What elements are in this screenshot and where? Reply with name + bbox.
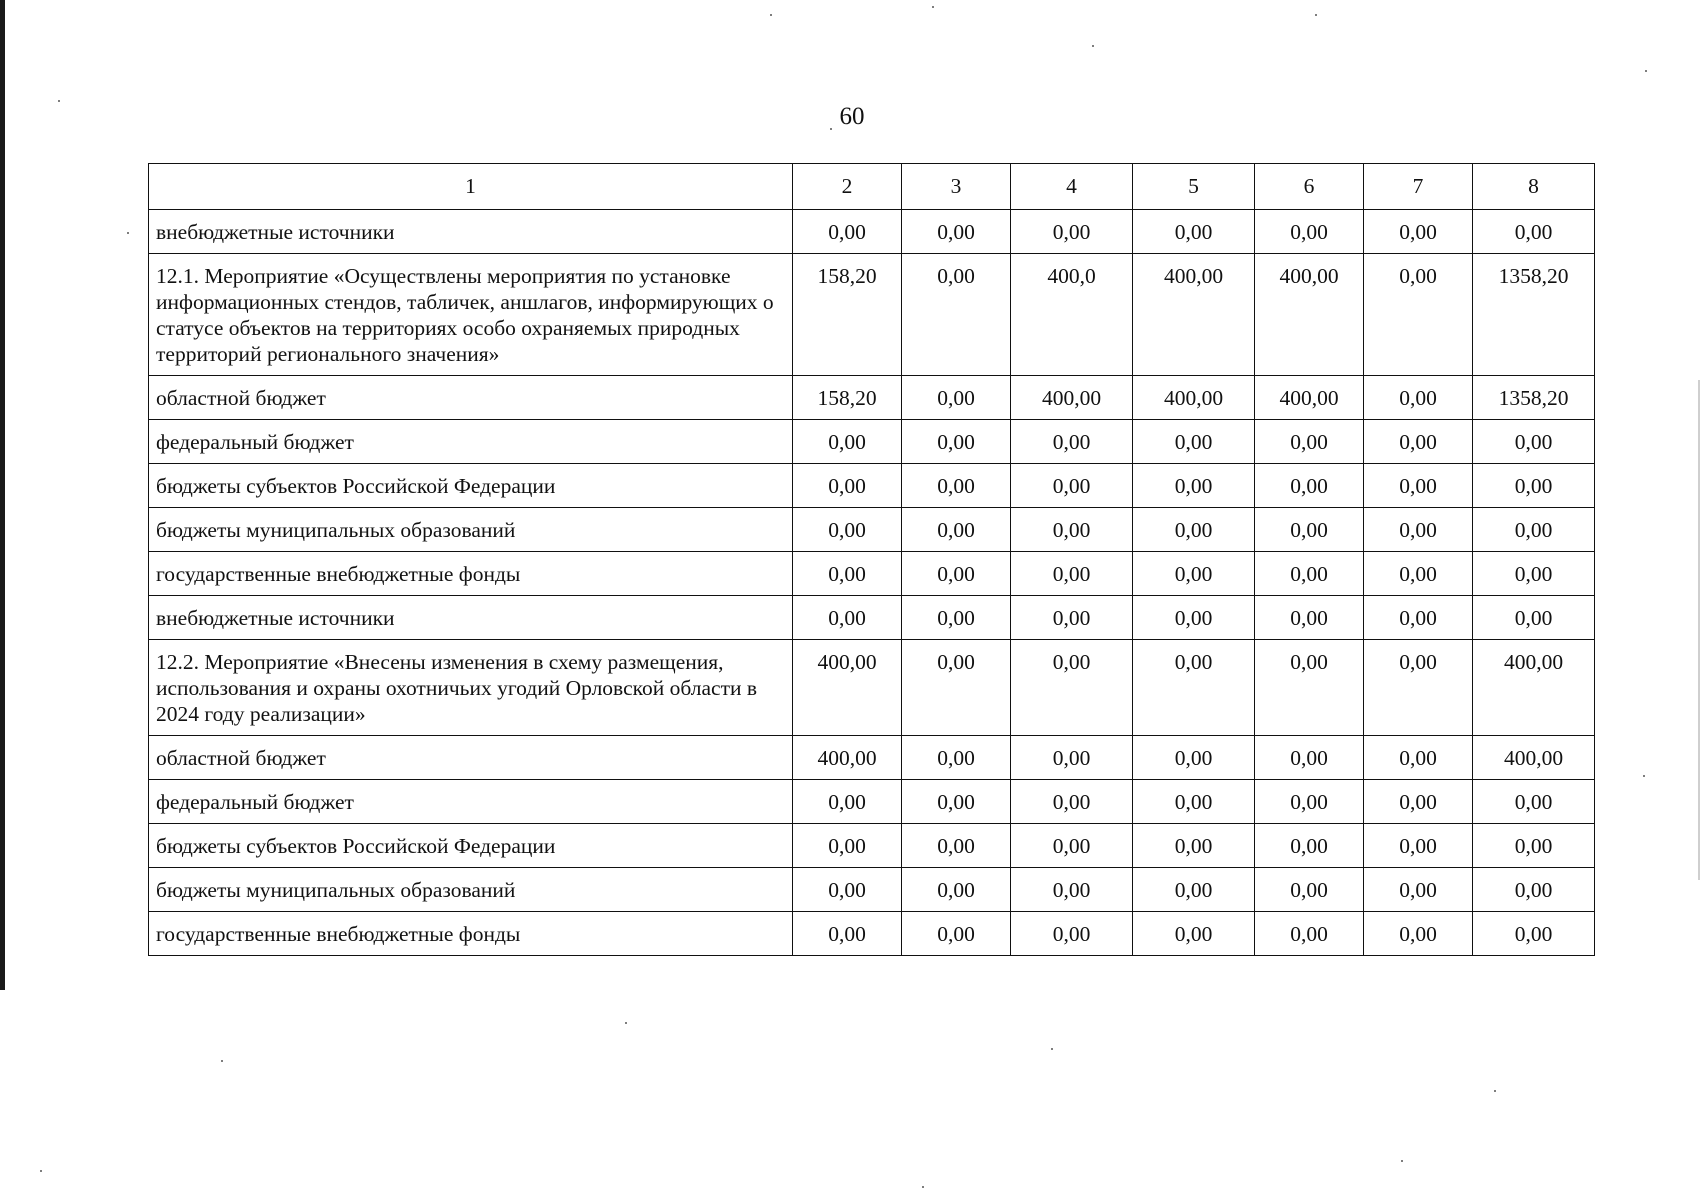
row-value: 0,00 xyxy=(902,736,1011,780)
scan-speck xyxy=(221,1060,223,1062)
row-label: областной бюджет xyxy=(149,376,793,420)
table-row xyxy=(149,736,1595,780)
table-row xyxy=(149,640,1595,736)
column-header: 1 xyxy=(149,164,793,210)
row-value: 0,00 xyxy=(1364,420,1473,464)
row-value: 0,00 xyxy=(1133,736,1255,780)
column-header: 6 xyxy=(1255,164,1364,210)
scan-speck xyxy=(1051,1048,1053,1050)
table-row xyxy=(149,254,1595,376)
scan-speck xyxy=(1315,14,1317,16)
row-value: 0,00 xyxy=(1364,596,1473,640)
column-header: 3 xyxy=(902,164,1011,210)
row-value: 0,00 xyxy=(1473,552,1595,596)
row-label: 12.1. Мероприятие «Осуществлены мероприятия по установке информационных стендов, табличек, аншлагов, информирующих о статусе объектов на территориях особо охраняемых природных территорий регионального значения» xyxy=(149,254,793,376)
row-value: 1358,20 xyxy=(1473,254,1595,376)
scan-speck xyxy=(58,100,60,102)
row-value: 0,00 xyxy=(902,508,1011,552)
row-value: 0,00 xyxy=(1364,912,1473,956)
row-value: 0,00 xyxy=(1364,552,1473,596)
row-value: 0,00 xyxy=(1133,640,1255,736)
row-value: 0,00 xyxy=(1011,464,1133,508)
row-value: 0,00 xyxy=(793,420,902,464)
scan-speck xyxy=(127,232,129,234)
row-value: 1358,20 xyxy=(1473,376,1595,420)
row-value: 0,00 xyxy=(793,596,902,640)
row-value: 0,00 xyxy=(1473,912,1595,956)
row-value: 0,00 xyxy=(1011,552,1133,596)
row-value: 400,00 xyxy=(1133,254,1255,376)
table-row xyxy=(149,868,1595,912)
scan-speck xyxy=(770,14,772,16)
row-value: 0,00 xyxy=(793,210,902,254)
row-value: 0,00 xyxy=(1473,420,1595,464)
row-value: 0,00 xyxy=(1364,824,1473,868)
row-value: 0,00 xyxy=(902,552,1011,596)
row-value: 0,00 xyxy=(902,780,1011,824)
row-value: 0,00 xyxy=(902,912,1011,956)
row-value: 400,00 xyxy=(1255,376,1364,420)
scan-speck xyxy=(1643,775,1645,777)
row-value: 400,00 xyxy=(1133,376,1255,420)
row-value: 0,00 xyxy=(1364,736,1473,780)
row-value: 0,00 xyxy=(1364,868,1473,912)
row-value: 0,00 xyxy=(1255,912,1364,956)
row-value: 0,00 xyxy=(902,254,1011,376)
row-value: 0,00 xyxy=(793,780,902,824)
row-value: 0,00 xyxy=(1255,420,1364,464)
row-value: 0,00 xyxy=(902,420,1011,464)
scan-right-edge xyxy=(1698,380,1700,880)
row-value: 0,00 xyxy=(1255,868,1364,912)
row-value: 400,00 xyxy=(1473,736,1595,780)
row-label: федеральный бюджет xyxy=(149,420,793,464)
scan-speck xyxy=(1092,45,1094,47)
row-label: областной бюджет xyxy=(149,736,793,780)
row-label: 12.2. Мероприятие «Внесены изменения в схему размещения, использования и охраны охотничьих угодий Орловской области в 2024 году реализации» xyxy=(149,640,793,736)
row-label: бюджеты муниципальных образований xyxy=(149,508,793,552)
row-value: 400,00 xyxy=(1011,376,1133,420)
scan-speck xyxy=(922,1186,924,1188)
row-value: 0,00 xyxy=(902,868,1011,912)
row-value: 0,00 xyxy=(1255,596,1364,640)
budget-table xyxy=(148,163,1595,956)
row-label: бюджеты субъектов Российской Федерации xyxy=(149,824,793,868)
row-value: 0,00 xyxy=(902,464,1011,508)
row-value: 400,00 xyxy=(793,640,902,736)
table-header-row xyxy=(149,164,1595,210)
row-value: 0,00 xyxy=(1011,736,1133,780)
row-value: 0,00 xyxy=(1364,780,1473,824)
row-value: 0,00 xyxy=(1255,552,1364,596)
row-value: 0,00 xyxy=(1255,210,1364,254)
column-header: 8 xyxy=(1473,164,1595,210)
row-value: 0,00 xyxy=(1011,912,1133,956)
column-header: 7 xyxy=(1364,164,1473,210)
scan-speck xyxy=(1645,70,1647,72)
row-label: федеральный бюджет xyxy=(149,780,793,824)
column-header: 5 xyxy=(1133,164,1255,210)
row-value: 0,00 xyxy=(1011,868,1133,912)
row-value: 0,00 xyxy=(1255,780,1364,824)
table-row xyxy=(149,552,1595,596)
row-value: 0,00 xyxy=(1011,780,1133,824)
table-row xyxy=(149,824,1595,868)
row-value: 0,00 xyxy=(1011,640,1133,736)
row-value: 0,00 xyxy=(1011,420,1133,464)
row-value: 400,0 xyxy=(1011,254,1133,376)
column-header: 2 xyxy=(793,164,902,210)
scan-speck xyxy=(1401,1160,1403,1162)
row-value: 0,00 xyxy=(1011,824,1133,868)
row-value: 0,00 xyxy=(1255,736,1364,780)
scan-speck xyxy=(40,1170,42,1172)
row-value: 0,00 xyxy=(1133,552,1255,596)
row-value: 0,00 xyxy=(1364,254,1473,376)
row-value: 0,00 xyxy=(1011,596,1133,640)
table-row xyxy=(149,420,1595,464)
row-label: бюджеты субъектов Российской Федерации xyxy=(149,464,793,508)
column-header: 4 xyxy=(1011,164,1133,210)
row-value: 0,00 xyxy=(1133,508,1255,552)
row-value: 0,00 xyxy=(793,912,902,956)
row-value: 0,00 xyxy=(1364,376,1473,420)
row-value: 0,00 xyxy=(793,464,902,508)
row-value: 0,00 xyxy=(902,210,1011,254)
row-value: 400,00 xyxy=(1255,254,1364,376)
row-label: внебюджетные источники xyxy=(149,596,793,640)
table-row xyxy=(149,508,1595,552)
row-value: 0,00 xyxy=(1473,780,1595,824)
row-value: 0,00 xyxy=(1364,464,1473,508)
row-label: государственные внебюджетные фонды xyxy=(149,912,793,956)
row-value: 0,00 xyxy=(1133,210,1255,254)
row-value: 400,00 xyxy=(1473,640,1595,736)
row-value: 0,00 xyxy=(1473,464,1595,508)
row-value: 0,00 xyxy=(793,552,902,596)
row-value: 0,00 xyxy=(793,508,902,552)
row-value: 0,00 xyxy=(902,376,1011,420)
row-value: 0,00 xyxy=(1133,868,1255,912)
row-label: внебюджетные источники xyxy=(149,210,793,254)
row-value: 0,00 xyxy=(1364,508,1473,552)
row-value: 0,00 xyxy=(1473,868,1595,912)
row-value: 0,00 xyxy=(1255,824,1364,868)
row-value: 400,00 xyxy=(793,736,902,780)
row-value: 0,00 xyxy=(1255,640,1364,736)
row-label: бюджеты муниципальных образований xyxy=(149,868,793,912)
row-value: 0,00 xyxy=(1133,464,1255,508)
row-value: 0,00 xyxy=(1473,508,1595,552)
row-value: 158,20 xyxy=(793,376,902,420)
scan-speck xyxy=(1494,1090,1496,1092)
row-value: 0,00 xyxy=(1364,210,1473,254)
table-row xyxy=(149,596,1595,640)
scan-speck xyxy=(932,6,934,8)
row-value: 0,00 xyxy=(902,596,1011,640)
table-row xyxy=(149,376,1595,420)
row-value: 0,00 xyxy=(1255,508,1364,552)
row-value: 0,00 xyxy=(793,868,902,912)
row-value: 0,00 xyxy=(902,824,1011,868)
row-value: 0,00 xyxy=(1473,210,1595,254)
row-value: 0,00 xyxy=(1011,210,1133,254)
page-number: 60 xyxy=(839,103,865,130)
table-row xyxy=(149,210,1595,254)
table-row xyxy=(149,780,1595,824)
row-value: 0,00 xyxy=(793,824,902,868)
row-label: государственные внебюджетные фонды xyxy=(149,552,793,596)
row-value: 0,00 xyxy=(1133,780,1255,824)
scan-left-edge xyxy=(0,0,5,990)
row-value: 0,00 xyxy=(902,640,1011,736)
row-value: 0,00 xyxy=(1473,596,1595,640)
row-value: 0,00 xyxy=(1133,420,1255,464)
scan-speck xyxy=(625,1022,627,1024)
row-value: 0,00 xyxy=(1133,596,1255,640)
row-value: 0,00 xyxy=(1133,912,1255,956)
row-value: 0,00 xyxy=(1364,640,1473,736)
row-value: 0,00 xyxy=(1011,508,1133,552)
row-value: 158,20 xyxy=(793,254,902,376)
row-value: 0,00 xyxy=(1473,824,1595,868)
scan-speck xyxy=(830,128,832,130)
row-value: 0,00 xyxy=(1255,464,1364,508)
row-value: 0,00 xyxy=(1133,824,1255,868)
table-row xyxy=(149,912,1595,956)
table-row xyxy=(149,464,1595,508)
